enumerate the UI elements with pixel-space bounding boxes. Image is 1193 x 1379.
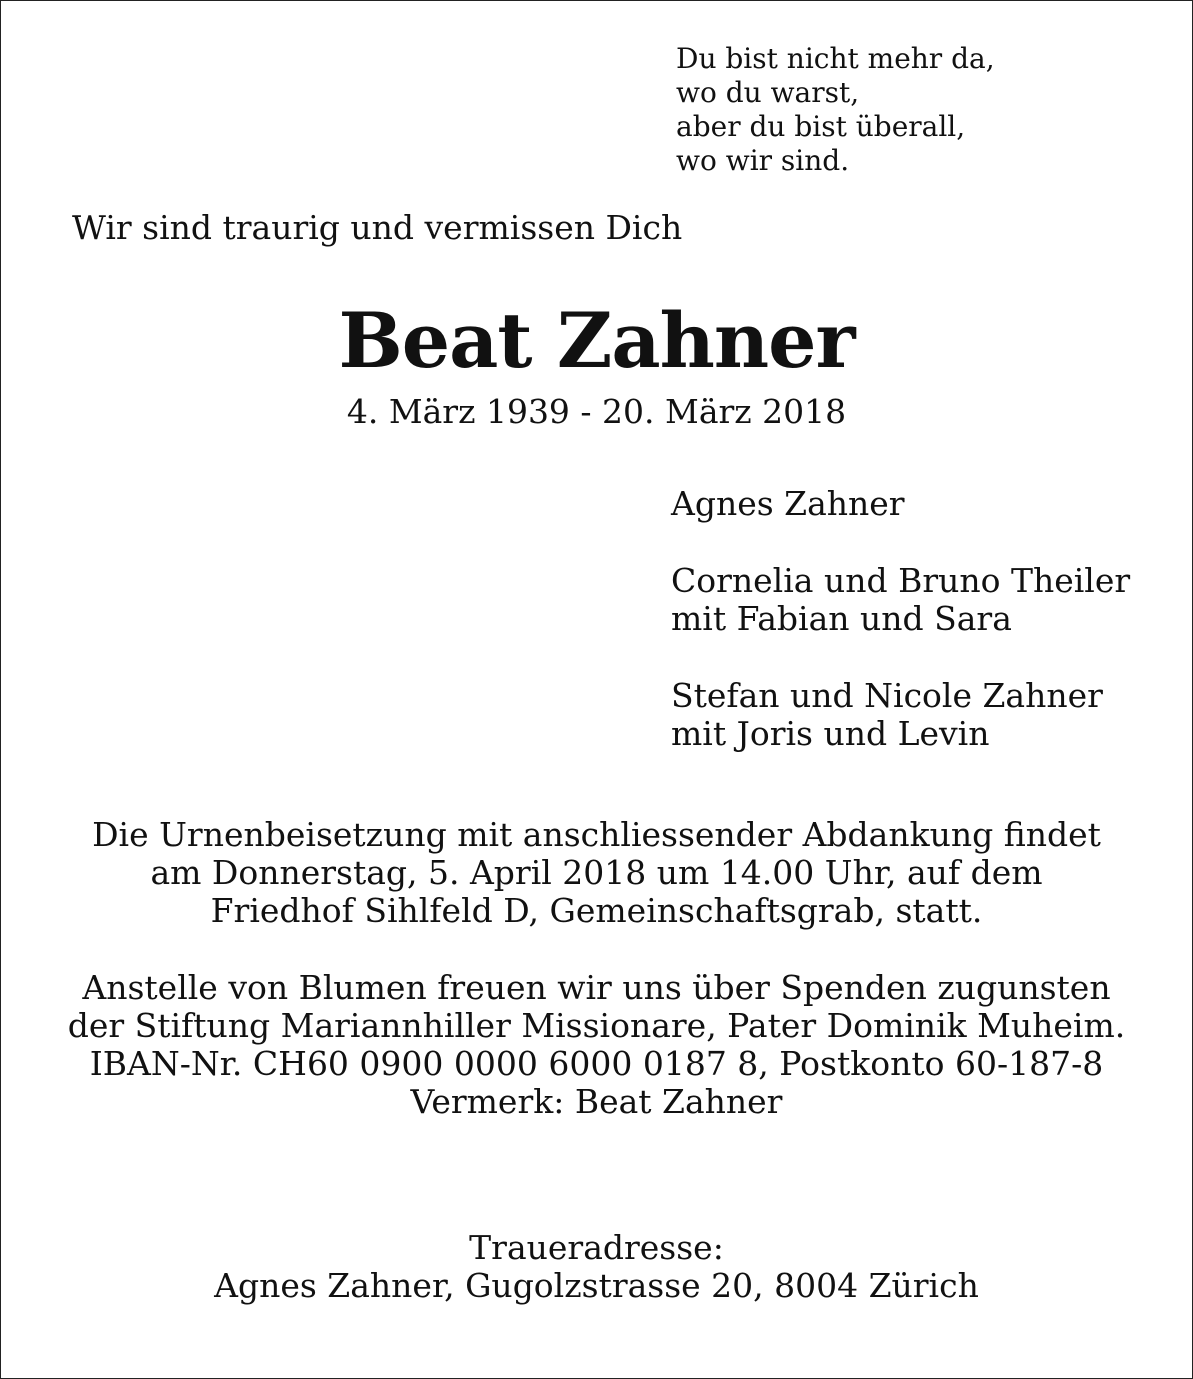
ceremony-line: am Donnerstag, 5. April 2018 um 14.00 Uhr, auf dem	[150, 853, 1043, 892]
poem	[676, 42, 995, 178]
family-group	[671, 562, 1130, 638]
intro-text: Wir sind traurig und vermissen Dich	[72, 208, 683, 247]
family-line: Agnes Zahner	[671, 484, 905, 523]
address-value: Agnes Zahner, Gugolzstrasse 20, 8004 Zürich	[214, 1266, 979, 1305]
family-line: Cornelia und Bruno Theiler	[671, 561, 1131, 600]
family-line: Stefan und Nicole Zahner	[671, 676, 1103, 715]
family-group	[671, 485, 1130, 523]
address-label: Traueradresse:	[469, 1228, 724, 1267]
ceremony-info	[0, 816, 1193, 930]
family-list	[671, 485, 1130, 792]
poem-line: Du bist nicht mehr da,	[676, 42, 995, 75]
donation-line: Anstelle von Blumen freuen wir uns über Spenden zugunsten	[82, 968, 1111, 1007]
donation-line: Vermerk: Beat Zahner	[410, 1082, 783, 1121]
deceased-dates: 4. März 1939 - 20. März 2018	[346, 392, 847, 431]
family-line: mit Fabian und Sara	[671, 599, 1012, 638]
donation-info	[0, 969, 1193, 1121]
donation-line: IBAN-Nr. CH60 0900 0000 6000 0187 8, Postkonto 60-187-8	[89, 1044, 1104, 1083]
poem-line: wo wir sind.	[676, 144, 850, 177]
poem-line: wo du warst,	[676, 76, 860, 109]
poem-line: aber du bist überall,	[676, 110, 966, 143]
family-group	[671, 677, 1130, 753]
deceased-name: Beat Zahner	[338, 296, 855, 385]
donation-line: der Stiftung Mariannhiller Missionare, Pater Dominik Muheim.	[67, 1006, 1126, 1045]
family-line: mit Joris und Levin	[671, 714, 990, 753]
ceremony-line: Friedhof Sihlfeld D, Gemeinschaftsgrab, statt.	[210, 891, 983, 930]
ceremony-line: Die Urnenbeisetzung mit anschliessender Abdankung findet	[92, 815, 1101, 854]
mourning-address	[0, 1229, 1193, 1305]
